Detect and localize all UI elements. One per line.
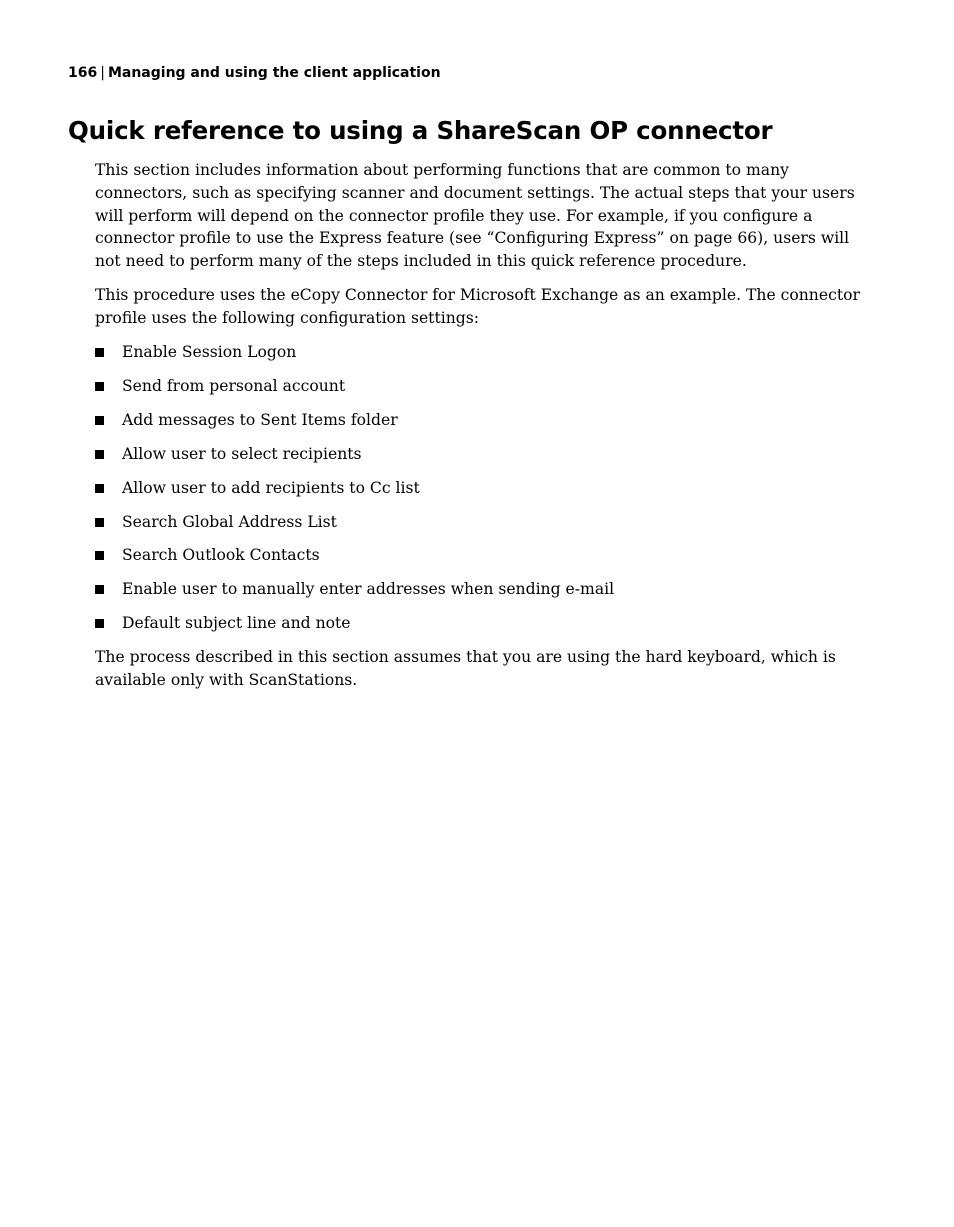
header-separator: | bbox=[100, 65, 105, 81]
square-bullet-icon bbox=[95, 585, 104, 594]
list-item bbox=[95, 477, 860, 500]
square-bullet-icon bbox=[95, 551, 104, 560]
list-item-text: Enable user to manually enter addresses when sending e-mail bbox=[122, 580, 615, 599]
chapter-title: Managing and using the client application bbox=[107, 65, 441, 81]
list-item-text: Add messages to Sent Items folder bbox=[122, 410, 398, 429]
list-item bbox=[95, 578, 860, 601]
list-item bbox=[95, 409, 860, 432]
running-header bbox=[68, 63, 441, 83]
list-item bbox=[95, 544, 860, 567]
settings-list bbox=[95, 341, 860, 636]
list-item-text: Search Outlook Contacts bbox=[122, 546, 320, 565]
list-item-text: Search Global Address List bbox=[122, 512, 337, 531]
square-bullet-icon bbox=[95, 619, 104, 628]
section-body bbox=[95, 159, 860, 703]
square-bullet-icon bbox=[95, 348, 104, 357]
square-bullet-icon bbox=[95, 416, 104, 425]
square-bullet-icon bbox=[95, 518, 104, 527]
list-item bbox=[95, 375, 860, 398]
intro-paragraph: This section includes information about performing functions that are common to many connectors, such as specifying scanner and document settings. The actual steps that your users will perform will depend on the connector profile they use. For example, if you configure a connector profile to use the Express feature (see “Configuring Express” on page 66), users will not need to perform many of the steps included in this quick reference procedure. bbox=[95, 161, 855, 271]
section-heading: Quick reference to using a ShareScan OP connector bbox=[68, 116, 773, 145]
list-item-text: Enable Session Logon bbox=[122, 342, 297, 361]
list-item-text: Default subject line and note bbox=[122, 614, 351, 633]
list-item bbox=[95, 443, 860, 466]
list-item bbox=[95, 511, 860, 534]
example-paragraph: This procedure uses the eCopy Connector for Microsoft Exchange as an example. The connector profile uses the following configuration settings: bbox=[95, 285, 860, 327]
square-bullet-icon bbox=[95, 484, 104, 493]
list-item-text: Allow user to add recipients to Cc list bbox=[122, 478, 420, 497]
list-item-text: Send from personal account bbox=[122, 376, 346, 395]
list-item-text: Allow user to select recipients bbox=[122, 444, 362, 463]
list-item bbox=[95, 612, 860, 635]
page-number: 166 bbox=[68, 65, 98, 81]
square-bullet-icon bbox=[95, 382, 104, 391]
closing-paragraph: The process described in this section assumes that you are using the hard keyboard, which is available only with ScanStations. bbox=[95, 648, 836, 690]
list-item bbox=[95, 341, 860, 364]
square-bullet-icon bbox=[95, 450, 104, 459]
